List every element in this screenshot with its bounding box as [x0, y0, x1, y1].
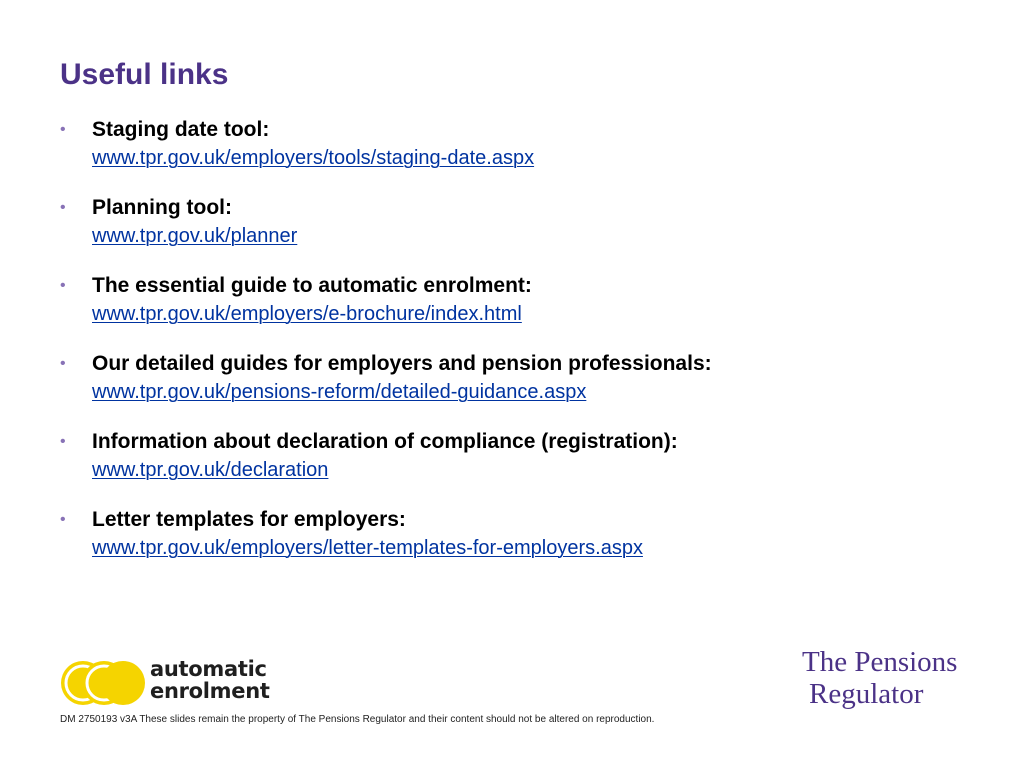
bullet-icon: • — [60, 277, 66, 294]
link-label: Our detailed guides for employers and pension professionals: — [92, 352, 712, 375]
staging-date-tool-link[interactable]: www.tpr.gov.uk/employers/tools/staging-date.aspx — [92, 147, 535, 169]
ae-logo-line1: automatic — [150, 657, 267, 681]
link-label: Information about declaration of compliance (registration): — [92, 430, 678, 453]
pensions-regulator-logo — [802, 646, 992, 716]
link-label: Staging date tool: — [92, 118, 270, 141]
detailed-guidance-link[interactable]: www.tpr.gov.uk/pensions-reform/detailed-guidance.aspx — [92, 381, 587, 403]
ae-logo-line2: enrolment — [150, 679, 270, 703]
bullet-icon: • — [60, 511, 66, 528]
list-item — [58, 115, 978, 173]
planning-tool-link[interactable]: www.tpr.gov.uk/planner — [92, 225, 298, 247]
automatic-enrolment-wordmark — [150, 658, 270, 702]
link-label: Planning tool: — [92, 196, 232, 219]
useful-links-list — [58, 115, 978, 583]
tpr-logo-line2: Regulator — [809, 678, 924, 710]
list-item — [58, 193, 978, 251]
bullet-icon: • — [60, 121, 66, 138]
link-label: The essential guide to automatic enrolment: — [92, 274, 532, 297]
bullet-icon: • — [60, 355, 66, 372]
bullet-icon: • — [60, 199, 66, 216]
tpr-logo-line1: The Pensions — [802, 646, 958, 678]
automatic-enrolment-logo — [60, 656, 280, 712]
footer-disclaimer: DM 2750193 v3A These slides remain the property of The Pensions Regulator and their content should not be altered on reproduction. — [60, 714, 655, 725]
list-item — [58, 427, 978, 485]
list-item — [58, 349, 978, 407]
list-item — [58, 505, 978, 563]
essential-guide-link[interactable]: www.tpr.gov.uk/employers/e-brochure/index.html — [92, 303, 522, 325]
bullet-icon: • — [60, 433, 66, 450]
automatic-enrolment-circles-icon — [60, 656, 150, 712]
slide-title: Useful links — [60, 58, 229, 91]
letter-templates-link[interactable]: www.tpr.gov.uk/employers/letter-templates-for-employers.aspx — [92, 537, 643, 559]
declaration-link[interactable]: www.tpr.gov.uk/declaration — [92, 459, 329, 481]
list-item — [58, 271, 978, 329]
link-label: Letter templates for employers: — [92, 508, 406, 531]
